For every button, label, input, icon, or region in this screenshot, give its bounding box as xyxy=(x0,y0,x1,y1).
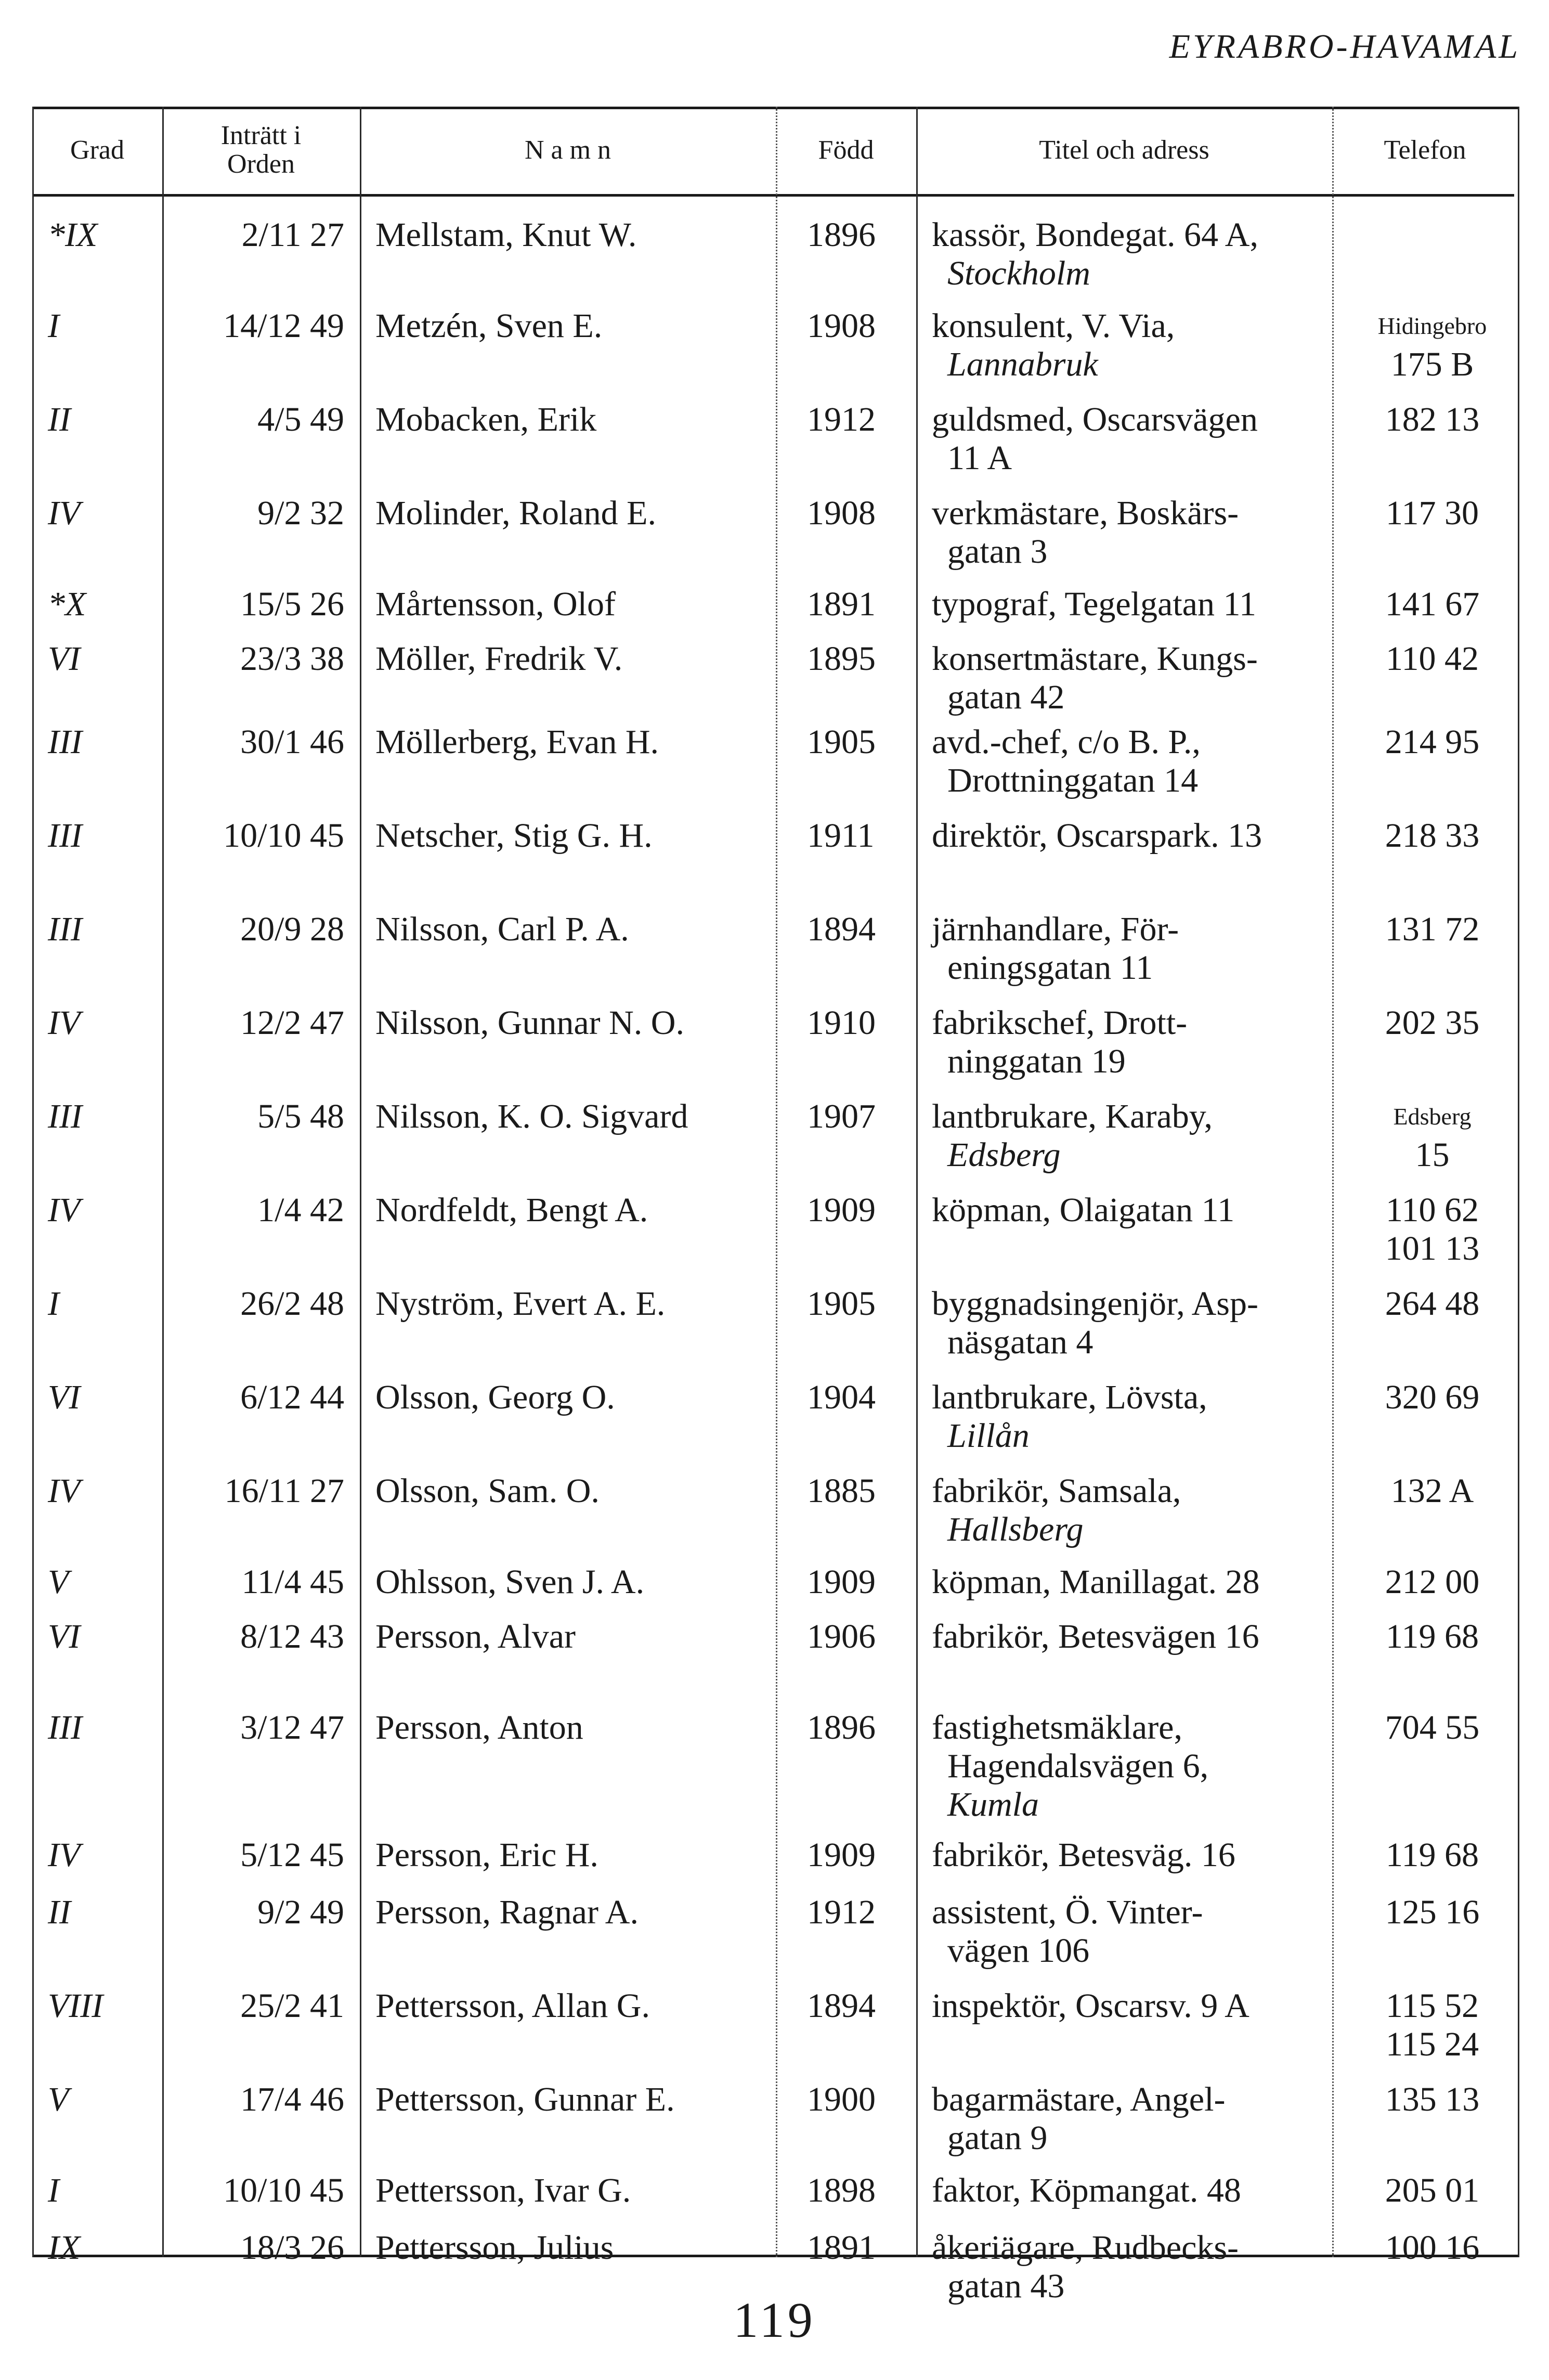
intratt-cell: 4/5 49 xyxy=(257,400,344,438)
titel-line: åkeriägare, Rudbecks- xyxy=(932,2229,1239,2267)
telefon-number: 115 52 xyxy=(1385,1987,1479,2025)
grad-cell: VI xyxy=(48,640,81,678)
titel-continuation: gatan 9 xyxy=(947,2119,1048,2157)
name-cell: Olsson, Georg O. xyxy=(375,1378,615,1416)
titel-cell xyxy=(932,723,1201,800)
titel-cell xyxy=(932,1378,1207,1455)
telefon-number: 205 01 xyxy=(1385,2171,1480,2209)
running-head: EYRABRO-HAVAMAL xyxy=(1169,28,1520,66)
name-cell: Mårtensson, Olof xyxy=(375,585,616,623)
titel-line: lantbrukare, Karaby, xyxy=(932,1097,1213,1135)
fodd-cell: 1909 xyxy=(807,1191,876,1229)
titel-cell xyxy=(932,1472,1181,1549)
titel-continuation: Lillån xyxy=(947,1417,1030,1455)
fodd-cell: 1894 xyxy=(807,1987,876,2025)
grad-cell: I xyxy=(48,2171,59,2209)
grad-cell: V xyxy=(48,2080,69,2118)
grad-cell: III xyxy=(48,1709,82,1747)
fodd-cell: 1891 xyxy=(807,585,876,623)
titel-continuation: Hallsberg xyxy=(947,1510,1084,1548)
telefon-cell xyxy=(1348,1285,1517,1323)
telefon-number: 182 13 xyxy=(1385,400,1480,438)
grad-cell: III xyxy=(48,910,82,948)
titel-continuation: gatan 43 xyxy=(947,2267,1065,2305)
name-cell: Nilsson, Carl P. A. xyxy=(375,910,629,948)
telefon-cell xyxy=(1348,1709,1517,1747)
name-cell: Möller, Fredrik V. xyxy=(375,640,623,678)
telefon-cell xyxy=(1348,1472,1517,1510)
intratt-cell: 11/4 45 xyxy=(241,1563,344,1601)
fodd-cell: 1900 xyxy=(807,2080,876,2118)
name-cell: Nilsson, Gunnar N. O. xyxy=(375,1004,684,1042)
titel-line: konsulent, V. Via, xyxy=(932,307,1175,345)
grad-cell: II xyxy=(48,1893,71,1931)
grad-cell: IV xyxy=(48,1004,81,1042)
fodd-cell: 1911 xyxy=(807,817,875,855)
intratt-cell: 5/5 48 xyxy=(257,1097,344,1135)
telefon-cell xyxy=(1348,1191,1517,1268)
telefon-number: 212 00 xyxy=(1385,1563,1480,1601)
titel-cell xyxy=(932,307,1175,384)
titel-line: fabrikör, Samsala, xyxy=(932,1472,1181,1510)
fodd-cell: 1910 xyxy=(807,1004,876,1042)
fodd-cell: 1885 xyxy=(807,1472,876,1510)
header-fodd: Född xyxy=(818,135,874,165)
grad-cell: IV xyxy=(48,494,81,532)
intratt-cell: 10/10 45 xyxy=(223,817,344,855)
grad-cell: *IX xyxy=(48,216,98,254)
fodd-cell: 1908 xyxy=(807,494,876,532)
titel-cell xyxy=(932,910,1179,987)
telefon-number: 131 72 xyxy=(1385,910,1480,948)
titel-line: bagarmästare, Angel- xyxy=(932,2080,1226,2118)
titel-cell xyxy=(932,585,1256,624)
titel-continuation: Lannabruk xyxy=(947,345,1098,383)
header-titel: Titel och adress xyxy=(1039,135,1209,165)
intratt-cell: 25/2 41 xyxy=(240,1987,344,2025)
name-cell: Pettersson, Gunnar E. xyxy=(375,2080,675,2118)
titel-continuation: Stockholm xyxy=(947,254,1090,292)
fodd-cell: 1894 xyxy=(807,910,876,948)
titel-line: fastighetsmäklare, xyxy=(932,1709,1182,1747)
grad-cell: V xyxy=(48,1563,69,1601)
titel-continuation: gatan 42 xyxy=(947,678,1065,716)
intratt-cell: 9/2 49 xyxy=(257,1893,344,1931)
name-cell: Persson, Ragnar A. xyxy=(375,1893,639,1931)
intratt-cell: 3/12 47 xyxy=(240,1709,344,1747)
header-intratt: Inträtt i Orden xyxy=(220,121,302,179)
fodd-cell: 1909 xyxy=(807,1563,876,1601)
titel-cell xyxy=(932,1709,1208,1824)
titel-line: guldsmed, Oscarsvägen xyxy=(932,400,1258,438)
titel-cell xyxy=(932,216,1258,293)
telefon-cell xyxy=(1348,2080,1517,2119)
grad-cell: II xyxy=(48,400,71,438)
intratt-cell: 6/12 44 xyxy=(240,1378,344,1416)
intratt-cell: 15/5 26 xyxy=(240,585,344,623)
telefon-cell xyxy=(1348,2229,1517,2267)
grad-cell: VIII xyxy=(48,1987,103,2025)
column-divider xyxy=(916,107,918,2257)
telefon-number: 117 30 xyxy=(1385,494,1479,532)
intratt-cell: 18/3 26 xyxy=(240,2229,344,2267)
titel-cell xyxy=(932,817,1262,855)
name-cell: Pettersson, Julius xyxy=(375,2229,614,2267)
telefon-cell xyxy=(1348,307,1517,384)
intratt-cell: 23/3 38 xyxy=(240,640,344,678)
telefon-cell xyxy=(1348,1836,1517,1874)
titel-continuation: näsgatan 4 xyxy=(947,1323,1094,1361)
telefon-exchange: Edsberg xyxy=(1393,1103,1472,1130)
column-divider xyxy=(32,107,34,2257)
telefon-cell xyxy=(1348,1563,1517,1601)
titel-continuation: Kumla xyxy=(947,1786,1039,1823)
telefon-number: 119 68 xyxy=(1385,1618,1479,1655)
column-divider xyxy=(776,107,777,2257)
telefon-number: 110 42 xyxy=(1385,640,1479,678)
header-grad: Grad xyxy=(70,135,124,165)
titel-line: fabrikör, Betesväg. 16 xyxy=(932,1836,1235,1874)
name-cell: Pettersson, Ivar G. xyxy=(375,2171,631,2209)
titel-line: järnhandlare, För- xyxy=(932,910,1179,948)
titel-line: fabrikschef, Drott- xyxy=(932,1004,1188,1042)
titel-line: kassör, Bondegat. 64 A, xyxy=(932,216,1258,254)
name-cell: Molinder, Roland E. xyxy=(375,494,656,532)
telefon-number: 264 48 xyxy=(1385,1285,1480,1323)
intratt-cell: 14/12 49 xyxy=(223,307,344,345)
telefon-number: 125 16 xyxy=(1385,1893,1480,1931)
grad-cell: IV xyxy=(48,1191,81,1229)
telefon-cell xyxy=(1348,1004,1517,1042)
grad-cell: VI xyxy=(48,1378,81,1416)
titel-continuation: ninggatan 19 xyxy=(947,1042,1126,1080)
telefon-cell xyxy=(1348,723,1517,761)
name-cell: Ohlsson, Sven J. A. xyxy=(375,1563,645,1601)
titel-cell xyxy=(932,2080,1225,2157)
fodd-cell: 1908 xyxy=(807,307,876,345)
name-cell: Nyström, Evert A. E. xyxy=(375,1285,666,1323)
titel-continuation: eningsgatan 11 xyxy=(947,949,1153,987)
titel-line: lantbrukare, Lövsta, xyxy=(932,1378,1207,1416)
telefon-cell xyxy=(1348,817,1517,855)
column-divider xyxy=(1518,107,1519,2257)
intratt-cell: 2/11 27 xyxy=(241,216,344,254)
fodd-cell: 1912 xyxy=(807,1893,876,1931)
titel-cell xyxy=(932,1285,1258,1362)
telefon-cell xyxy=(1348,400,1517,439)
telefon-number: 100 16 xyxy=(1385,2229,1480,2267)
grad-cell: III xyxy=(48,817,82,855)
header-telefon: Telefon xyxy=(1384,135,1466,165)
intratt-cell: 30/1 46 xyxy=(240,723,344,761)
intratt-cell: 9/2 32 xyxy=(257,494,344,532)
grad-cell: VI xyxy=(48,1618,81,1655)
grad-cell: IV xyxy=(48,1472,81,1510)
titel-continuation: vägen 106 xyxy=(947,1932,1090,1970)
intratt-cell: 12/2 47 xyxy=(240,1004,344,1042)
titel-continuation: Edsberg xyxy=(947,1136,1061,1174)
fodd-cell: 1895 xyxy=(807,640,876,678)
fodd-cell: 1898 xyxy=(807,2171,876,2209)
name-cell: Olsson, Sam. O. xyxy=(375,1472,600,1510)
intratt-cell: 17/4 46 xyxy=(240,2080,344,2118)
intratt-cell: 20/9 28 xyxy=(240,910,344,948)
titel-cell xyxy=(932,1893,1203,1970)
telefon-exchange: Hidingebro xyxy=(1377,313,1487,339)
intratt-cell: 10/10 45 xyxy=(223,2171,344,2209)
name-cell: Persson, Alvar xyxy=(375,1618,576,1655)
telefon-number: 320 69 xyxy=(1385,1378,1480,1416)
fodd-cell: 1909 xyxy=(807,1836,876,1874)
intratt-cell: 16/11 27 xyxy=(224,1472,344,1510)
titel-cell xyxy=(932,640,1258,717)
telefon-number: 110 62 xyxy=(1385,1191,1479,1229)
grad-cell: III xyxy=(48,1097,82,1135)
titel-cell xyxy=(932,1563,1260,1601)
titel-continuation: Drottninggatan 14 xyxy=(947,761,1199,799)
telefon-number: 218 33 xyxy=(1385,817,1480,855)
member-table xyxy=(32,107,1519,2305)
titel-line: avd.-chef, c/o B. P., xyxy=(932,723,1201,761)
name-cell: Mellstam, Knut W. xyxy=(375,216,637,254)
titel-cell xyxy=(932,1618,1259,1656)
titel-line: faktor, Köpmangat. 48 xyxy=(932,2171,1241,2209)
telefon-number: 15 xyxy=(1415,1136,1450,1174)
telefon-cell xyxy=(1348,585,1517,624)
fodd-cell: 1907 xyxy=(807,1097,876,1135)
grad-cell: I xyxy=(48,307,59,345)
intratt-cell: 26/2 48 xyxy=(240,1285,344,1323)
telefon-number: 119 68 xyxy=(1385,1836,1479,1874)
name-cell: Persson, Anton xyxy=(375,1709,583,1747)
name-cell: Möllerberg, Evan H. xyxy=(375,723,659,761)
grad-cell: IV xyxy=(48,1836,81,1874)
fodd-cell: 1905 xyxy=(807,723,876,761)
grad-cell: *X xyxy=(48,585,86,623)
titel-line: köpman, Manillagat. 28 xyxy=(932,1563,1260,1601)
titel-continuation: gatan 3 xyxy=(947,533,1048,571)
titel-line: byggnadsingenjör, Asp- xyxy=(932,1285,1258,1323)
telefon-cell xyxy=(1348,1618,1517,1656)
grad-cell: IX xyxy=(48,2229,81,2267)
telefon-cell xyxy=(1348,2171,1517,2210)
titel-line: direktör, Oscarspark. 13 xyxy=(932,817,1262,855)
telefon-cell xyxy=(1348,1097,1517,1174)
intratt-cell: 8/12 43 xyxy=(240,1618,344,1655)
telefon-cell xyxy=(1348,494,1517,533)
name-cell: Mobacken, Erik xyxy=(375,400,597,438)
titel-cell xyxy=(932,1987,1249,2025)
name-cell: Persson, Eric H. xyxy=(375,1836,598,1874)
intratt-cell: 1/4 42 xyxy=(257,1191,344,1229)
header-rule xyxy=(32,194,1514,197)
fodd-cell: 1896 xyxy=(807,216,876,254)
fodd-cell: 1912 xyxy=(807,400,876,438)
fodd-cell: 1906 xyxy=(807,1618,876,1655)
telefon-number: 141 67 xyxy=(1385,585,1480,623)
telefon-number: 202 35 xyxy=(1385,1004,1480,1042)
header-namn: N a m n xyxy=(524,135,611,165)
titel-cell xyxy=(932,1191,1234,1230)
telefon-cell xyxy=(1348,910,1517,949)
telefon-cell xyxy=(1348,1378,1517,1417)
telefon-cell xyxy=(1348,1987,1517,2064)
telefon-number: 135 13 xyxy=(1385,2080,1480,2118)
titel-cell xyxy=(932,1097,1213,1174)
grad-cell: I xyxy=(48,1285,59,1323)
titel-line: inspektör, Oscarsv. 9 A xyxy=(932,1987,1249,2025)
name-cell: Nilsson, K. O. Sigvard xyxy=(375,1097,688,1135)
name-cell: Metzén, Sven E. xyxy=(375,307,603,345)
telefon-cell xyxy=(1348,640,1517,678)
titel-cell xyxy=(932,1004,1187,1081)
name-cell: Netscher, Stig G. H. xyxy=(375,817,653,855)
titel-line: typograf, Tegelgatan 11 xyxy=(932,585,1257,623)
name-cell: Pettersson, Allan G. xyxy=(375,1987,650,2025)
fodd-cell: 1891 xyxy=(807,2229,876,2267)
telefon-number: 175 B xyxy=(1390,345,1474,383)
name-cell: Nordfeldt, Bengt A. xyxy=(375,1191,648,1229)
titel-continuation: Hagendalsvägen 6, xyxy=(947,1747,1209,1785)
titel-cell xyxy=(932,494,1239,571)
column-divider xyxy=(360,107,361,2257)
telefon-number: 704 55 xyxy=(1385,1709,1480,1747)
fodd-cell: 1905 xyxy=(807,1285,876,1323)
intratt-cell: 5/12 45 xyxy=(240,1836,344,1874)
telefon-number: 101 13 xyxy=(1385,1230,1480,1267)
titel-line: fabrikör, Betesvägen 16 xyxy=(932,1618,1259,1655)
fodd-cell: 1904 xyxy=(807,1378,876,1416)
titel-line: konsertmästare, Kungs- xyxy=(932,640,1258,678)
grad-cell: III xyxy=(48,723,82,761)
telefon-number: 214 95 xyxy=(1385,723,1480,761)
titel-cell xyxy=(932,1836,1235,1874)
titel-cell xyxy=(932,2171,1241,2210)
telefon-cell xyxy=(1348,1893,1517,1932)
titel-cell xyxy=(932,400,1258,477)
column-divider xyxy=(1332,107,1334,2257)
titel-line: assistent, Ö. Vinter- xyxy=(932,1893,1203,1931)
titel-continuation: 11 A xyxy=(947,439,1012,477)
titel-line: köpman, Olaigatan 11 xyxy=(932,1191,1235,1229)
titel-line: verkmästare, Boskärs- xyxy=(932,494,1239,532)
telefon-number: 132 A xyxy=(1390,1472,1474,1510)
page-number: 119 xyxy=(733,2292,816,2348)
telefon-number: 115 24 xyxy=(1385,2025,1479,2063)
fodd-cell: 1896 xyxy=(807,1709,876,1747)
